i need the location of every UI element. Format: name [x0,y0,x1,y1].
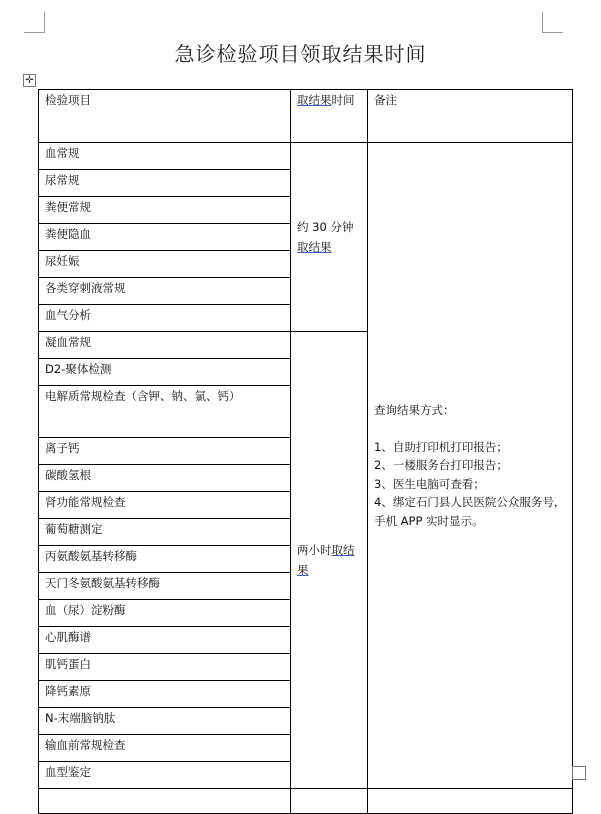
item-cell: 离子钙 [39,438,291,465]
group1-time-underlined: 取结果 [297,240,332,254]
item-cell: 粪便常规 [39,197,291,224]
item-cell: 碳酸氢根 [39,465,291,492]
remark-line: 1、自助打印机打印报告； [374,439,508,454]
item-cell: 尿妊娠 [39,251,291,278]
item-cell: 血（尿）淀粉酶 [39,600,291,627]
group2-time-prefix: 两小时 [297,543,332,557]
item-cell: 尿常规 [39,170,291,197]
header-item-label: 检验项目 [45,93,91,107]
item-cell: N-末端脑钠肽 [39,708,291,735]
item-cell: 肾功能常规检查 [39,492,291,519]
table-resize-handle-icon[interactable] [572,766,586,780]
header-cell-time [291,90,368,143]
item-cell: 葡萄糖测定 [39,519,291,546]
item-cell: 丙氨酸氨基转移酶 [39,546,291,573]
results-time-table [38,89,573,814]
item-cell: 各类穿刺液常规 [39,278,291,305]
table-move-handle-icon[interactable]: ✛ [23,74,36,87]
header-time-label-underlined: 取结果 [297,93,332,107]
item-cell: 凝血常规 [39,332,291,359]
remark-heading: 查询结果方式： [374,403,455,417]
remark-line: 2、一楼服务台打印报告； [374,458,508,472]
empty-cell [368,789,573,814]
item-cell: 血常规 [39,143,291,170]
item-cell: 天门冬氨酸氨基转移酶 [39,573,291,600]
table-row [39,143,573,170]
item-cell: 肌钙蛋白 [39,654,291,681]
item-cell: 粪便隐血 [39,224,291,251]
header-row [39,90,573,143]
page-title: 急诊检验项目领取结果时间 [174,42,427,66]
empty-row [39,789,573,814]
group1-time-cell [291,143,368,332]
page-corner-mark-top-left [24,12,45,33]
group1-time-prefix: 约 30 分钟 [297,220,354,234]
group2-time-cell [291,332,368,789]
header-cell-item [39,90,291,143]
remark-line: 4、绑定石门县人民医院公众服务号，手机 APP 实时显示。 [374,495,566,528]
item-cell: 血型鉴定 [39,762,291,789]
item-cell: 电解质常规检查（含钾、钠、氯、钙） [39,386,291,438]
empty-cell [291,789,368,814]
empty-cell [39,789,291,814]
group2-time-underlined: 取结果 [297,543,355,577]
remark-cell [368,143,573,789]
header-time-label: 时间 [331,93,355,107]
item-cell: D2-聚体检测 [39,359,291,386]
item-cell: 输血前常规检查 [39,735,291,762]
item-cell: 降钙素原 [39,681,291,708]
remark-line: 3、医生电脑可查看； [374,476,485,491]
item-cell: 心肌酶谱 [39,627,291,654]
header-cell-remark [368,90,573,143]
page-corner-mark-top-right [542,12,563,33]
header-remark-label: 备注 [374,93,397,107]
item-cell: 血气分析 [39,305,291,332]
